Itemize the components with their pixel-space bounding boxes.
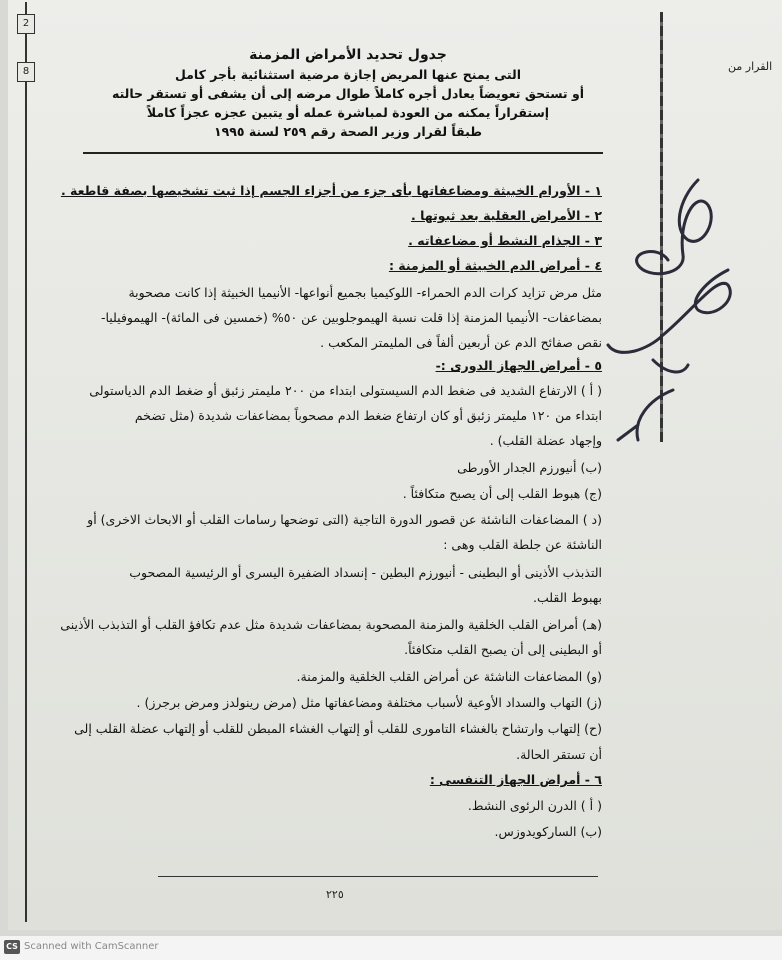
list-item: نقص صفائح الدم عن أربعين ألفاً فى المليمتر المكعب . <box>320 335 602 350</box>
list-item: ٦ - أمراض الجهاز التنفسى : <box>429 772 602 787</box>
list-item: ٢ - الأمراض العقلية بعد ثبوتها . <box>411 208 602 223</box>
margin-box: 8 <box>17 62 35 82</box>
list-item: (ج) هبوط القلب إلى أن يصبح متكافئاً . <box>402 486 602 501</box>
list-item: التذبذب الأذينى أو البطينى - أنيورزم البطين - إنسداد الضفيرة اليسرى أو الرئيسية المصحوب <box>129 565 602 580</box>
list-item: ٥ - أمراض الجهاز الدورى :- <box>435 358 602 373</box>
page-number: ٢٢٥ <box>326 888 344 901</box>
list-item: أن تستقر الحالة. <box>516 747 602 762</box>
scanner-footer <box>0 936 782 960</box>
camscanner-logo-icon: CS <box>4 940 20 954</box>
list-item: ( أ ) الدرن الرئوى النشط. <box>467 798 602 813</box>
footer-rule <box>158 876 598 877</box>
header-line: طبقاً لقرار وزير الصحة رقم ٢٥٩ لسنة ١٩٩٥ <box>213 124 482 139</box>
left-margin-line <box>25 2 27 922</box>
header-line: أو تستحق تعويضاً يعادل أجره كاملاً طوال مرضه إلى أن يشفى أو تستقر حالته <box>111 86 585 101</box>
list-item: (هـ) أمراض القلب الخلقية والمزمنة المصحوبة بمضاعفات شديدة مثل عدم تكافؤ القلب أو التذبذب الأذينى <box>60 617 602 632</box>
list-item: بهبوط القلب. <box>533 590 602 605</box>
list-item: الناشئة عن جلطة القلب وهى : <box>443 537 602 552</box>
margin-box: 2 <box>17 14 35 34</box>
list-item: ٤ - أمراض الدم الخبيثة أو المزمنة : <box>388 258 602 273</box>
list-item: وإجهاد عضلة القلب) . <box>489 433 602 448</box>
list-item: (ح) إلتهاب وارتشاح بالغشاء التامورى للقلب أو إلتهاب الغشاء المبطن للقلب أو إلتهاب عضلة القلب إلى <box>74 721 602 736</box>
list-item: (ز) التهاب والسداد الأوعية لأسباب مختلفة ومضاعفاتها مثل (مرض رينولدز ومرض برجرز) . <box>136 695 602 710</box>
list-item: (ب) الساركويدوزس. <box>494 824 602 839</box>
list-item: ( أ ) الارتفاع الشديد فى ضغط الدم السيستولى ابتداء من ٢٠٠ مليمتر زئبق أو ضغط الدم الدياستولى <box>89 383 602 398</box>
document-page <box>8 0 782 930</box>
header-line: إستقراراً يمكنه من العودة لمباشرة عمله أو يتبين عجزه عجزاً كاملاً <box>146 105 550 120</box>
header-divider <box>83 152 603 154</box>
list-item: أو البطينى إلى أن يصبح القلب متكافئاً. <box>404 642 602 657</box>
list-item: بمضاعفات- الأنيميا المزمنة إذا قلت نسبة الهيموجلوبين عن ٥٠% (خمسين فى المائة)- الهيموفيليا- <box>100 310 602 325</box>
scanner-watermark-text: Scanned with CamScanner <box>24 941 159 952</box>
header-line: التى يمنح عنها المريض إجازة مرضية استثنائية بأجر كامل <box>174 67 522 82</box>
handwritten-signature <box>578 160 748 460</box>
list-item: ٣ - الجذام النشط أو مضاعفاته . <box>408 233 602 248</box>
list-item: ١ - الأورام الخبيثة ومضاعفاتها بأى جزء من أجزاء الجسم إذا ثبت تشخيصها بصفة قاطعة . <box>60 183 602 198</box>
list-item: (ب) أنيورزم الجدار الأورطى <box>457 460 602 475</box>
list-item: (و) المضاعفات الناشئة عن أمراض القلب الخلقية والمزمنة. <box>296 669 602 684</box>
document-title: جدول تحديد الأمراض المزمنة <box>249 47 447 63</box>
list-item: مثل مرض تزايد كرات الدم الحمراء- اللوكيميا بجميع أنواعها- الأنيميا الخبيثة إذا كانت مصحوبة <box>128 285 602 300</box>
list-item: ابتداء من ١٢٠ مليمتر زئبق أو كان ارتفاع ضغط الدم مصحوباً بمضاعفات شديدة (مثل تضخم <box>134 408 602 423</box>
list-item: (د ) المضاعفات الناشئة عن قصور الدورة التاجية (التى توضحها رسامات القلب أو الابحاث الاخرى) أو <box>87 512 602 527</box>
right-margin-note: القرار من <box>728 60 773 73</box>
